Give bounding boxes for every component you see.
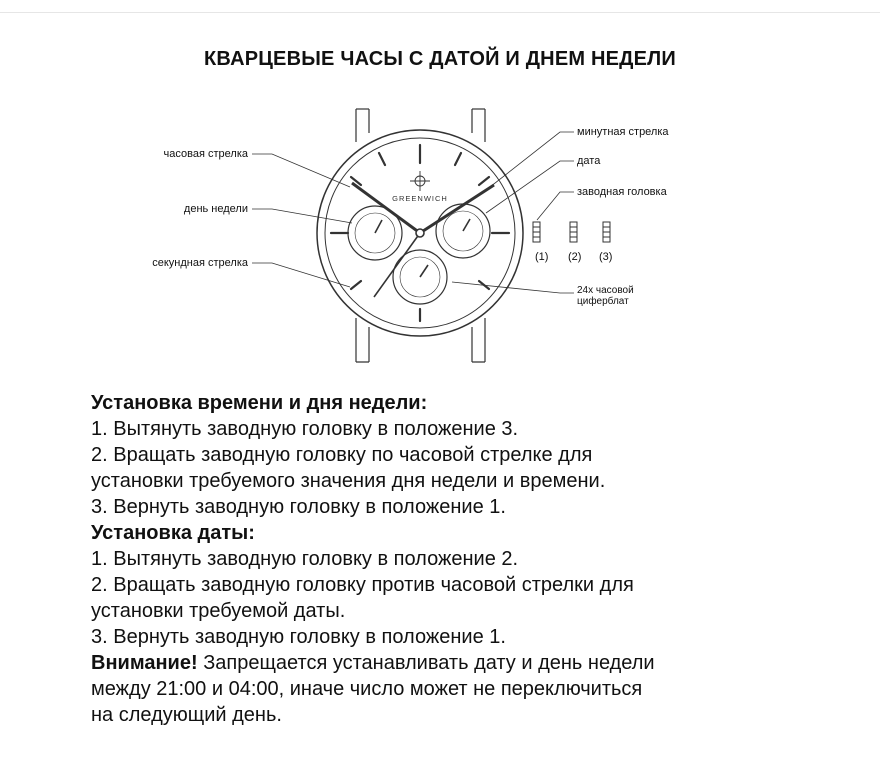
strap-top-left [356,109,369,142]
crown-position-icons [533,222,610,242]
section1-heading: Установка времени и дня недели: [91,392,428,414]
hour-hand [352,183,420,233]
instructions [91,390,851,728]
section1-step2a: 2. Вращать заводную головку по часовой стрелке для [91,444,593,466]
strap-bottom-right [472,318,485,362]
crown-position-3: (3) [599,251,613,263]
leader-lines [252,132,574,293]
minute-hand [420,185,494,233]
top-divider [0,12,880,13]
page-title: КВАРЦЕВЫЕ ЧАСЫ С ДАТОЙ И ДНЕМ НЕДЕЛИ [204,48,676,70]
label-minute-hand: минутная стрелка [577,126,669,138]
crown-position-1: (1) [535,251,549,263]
warning-text-a: Запрещается устанавливать дату и день недели [197,652,655,674]
watch-illustration [0,95,880,380]
label-hour-hand: часовая стрелка [163,148,248,160]
warning-line2: между 21:00 и 04:00, иначе число может не переключиться [91,678,643,700]
section2-step2a: 2. Вращать заводную головку против часовой стрелки для [91,574,634,596]
label-second-hand: секундная стрелка [152,257,248,269]
crown-position-2: (2) [568,251,582,263]
watch-diagram [0,95,880,380]
warning-line3: на следующий день. [91,704,282,726]
warning-label: Внимание! [91,652,198,674]
section2-step2b: установки требуемой даты. [91,600,346,622]
label-24h-dial [577,285,634,307]
label-date: дата [577,155,601,167]
section1-step1: 1. Вытянуть заводную головку в положение 3. [91,418,519,440]
brand-logo-icon [410,171,430,191]
label-weekday: день недели [183,203,248,215]
label-crown: заводная головка [577,186,667,198]
section2-step3: 3. Вернуть заводную головку в положение 1. [91,626,506,648]
label-24h-dial-line2: циферблат [577,296,629,307]
warning-line1 [91,650,851,676]
strap-bottom-left [356,318,369,362]
section1-step2b: установки требуемого значения дня недели и времени. [91,470,606,492]
strap-top-right [472,109,485,142]
label-24h-dial-line1: 24х часовой [577,285,634,296]
section2-step1: 1. Вытянуть заводную головку в положение 2. [91,548,519,570]
brand-name: GREENWICH [392,194,448,203]
section2-heading: Установка даты: [91,522,255,544]
second-hand [374,233,420,297]
section1-step3: 3. Вернуть заводную головку в положение 1. [91,496,506,518]
